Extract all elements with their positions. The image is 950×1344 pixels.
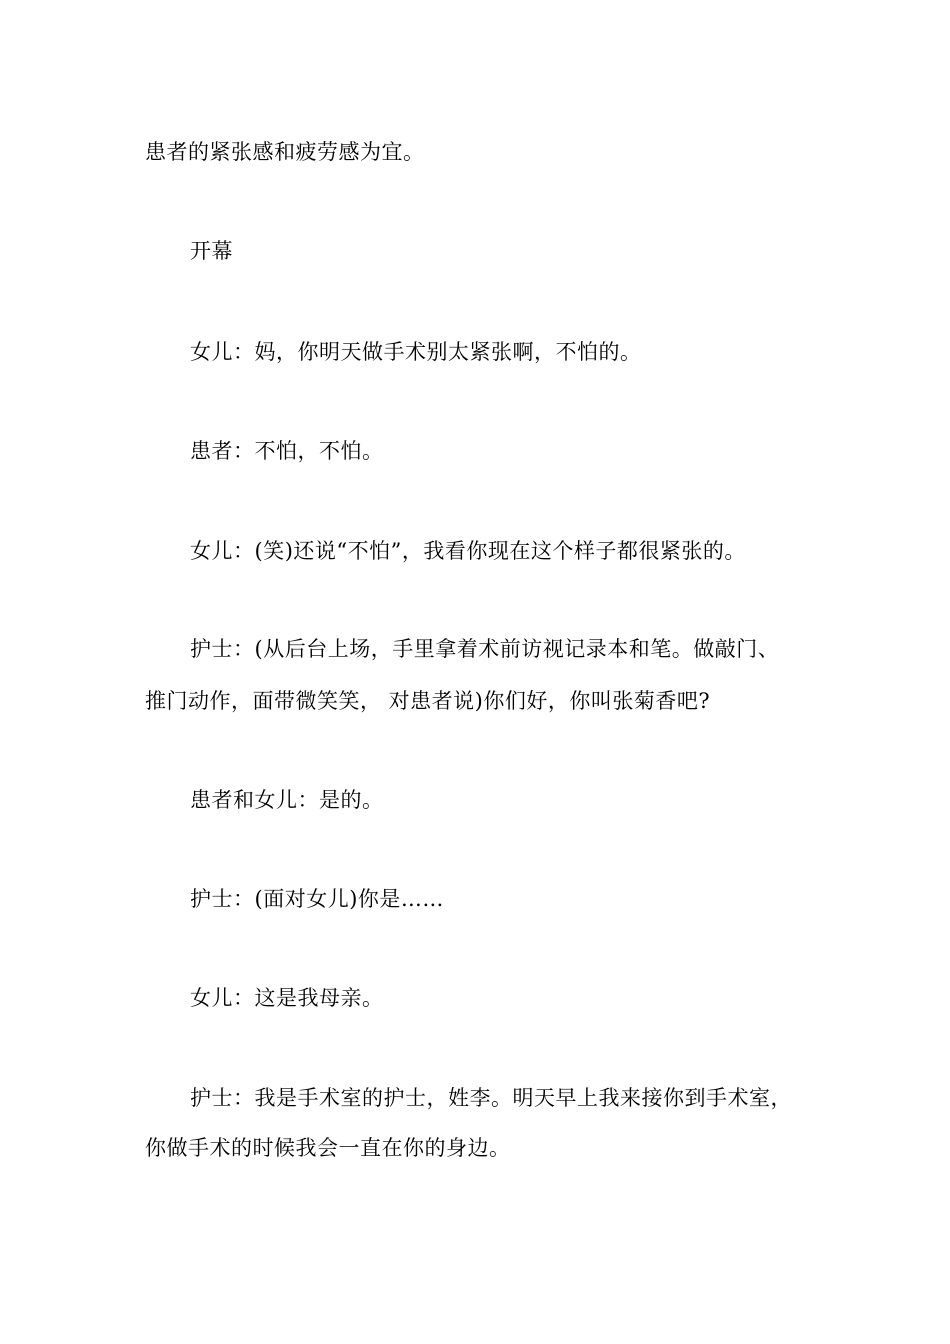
scene-heading: 开幕 (190, 239, 233, 263)
text-line: 患者的紧张感和疲劳感为宜。 (145, 140, 425, 164)
dialogue-line: 女儿：(笑)还说“不怕”，我看你现在这个样子都很紧张的。 (190, 539, 746, 563)
dialogue-line: 护士：(从后台上场，手里拿着术前访视记录本和笔。做敲门、 (190, 637, 780, 661)
dialogue-line-continuation: 推门动作，面带微笑笑， 对患者说)你们好，你叫张菊香吧? (145, 689, 711, 713)
dialogue-line: 患者和女儿：是的。 (190, 788, 384, 812)
dialogue-line-continuation: 你做手术的时候我会一直在你的身边。 (145, 1136, 511, 1160)
dialogue-line: 护士：我是手术室的护士，姓李。明天早上我来接你到手术室， (190, 1086, 792, 1110)
dialogue-line: 护士：(面对女儿)你是…… (190, 887, 444, 911)
dialogue-line: 女儿：妈，你明天做手术别太紧张啊，不怕的。 (190, 340, 642, 364)
dialogue-line: 女儿：这是我母亲。 (190, 986, 384, 1010)
dialogue-line: 患者：不怕，不怕。 (190, 439, 384, 463)
